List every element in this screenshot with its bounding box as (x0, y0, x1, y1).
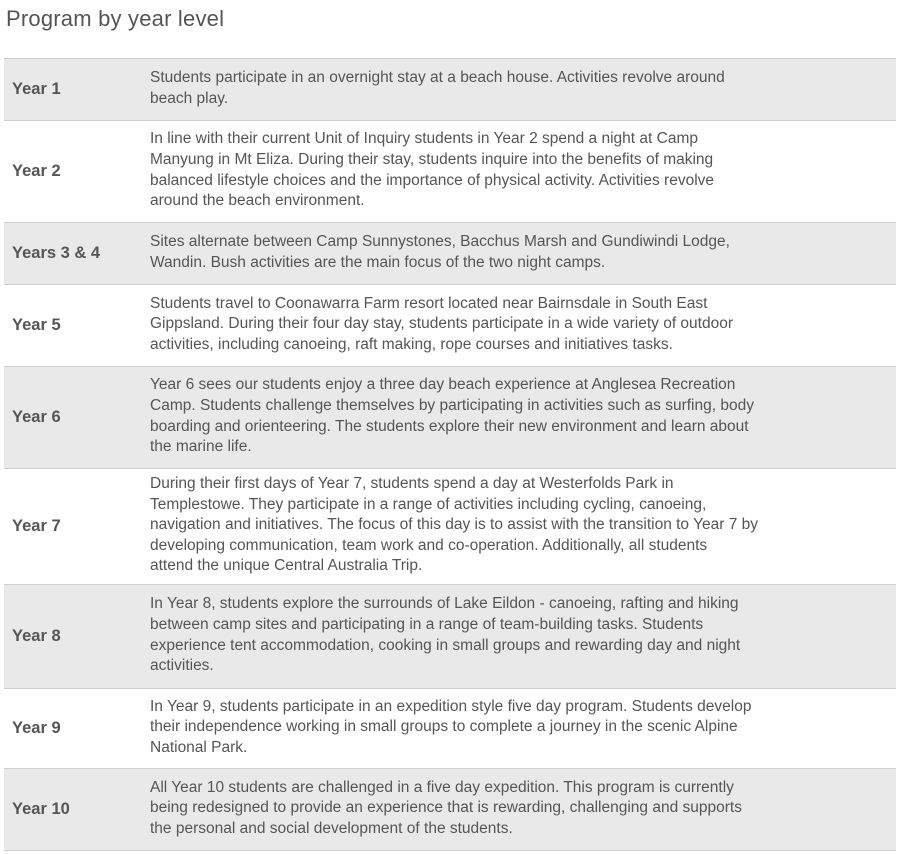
description-line: In line with their current Unit of Inquiry students in Year 2 spend a night at Camp (150, 130, 698, 148)
description-line: In Year 9, students participate in an expedition style five day program. Students develop (150, 697, 752, 715)
year-label: Year 5 (4, 285, 144, 367)
program-description (144, 367, 896, 469)
year-label: Year 10 (4, 769, 144, 851)
year-label: Year 7 (4, 469, 144, 585)
description-line: navigation and initiatives. The focus of this day is to assist with the transition to Year 7 by (150, 516, 759, 534)
description-line: National Park. (150, 738, 248, 756)
description-line: the personal and social development of the students. (150, 819, 513, 837)
description-line: boarding and orienteering. The students explore their new environment and learn about (150, 417, 749, 435)
table-row (4, 469, 896, 585)
table-row (4, 769, 896, 851)
table-row (4, 367, 896, 469)
description-line: Wandin. Bush activities are the main focus of the two night camps. (150, 253, 606, 271)
program-description (144, 769, 896, 851)
year-label: Year 2 (4, 121, 144, 223)
description-line: around the beach environment. (150, 192, 365, 210)
year-label: Year 6 (4, 367, 144, 469)
table-row (4, 59, 896, 121)
description-line: Sites alternate between Camp Sunnystones, Bacchus Marsh and Gundiwindi Lodge, (150, 232, 730, 250)
table-row (4, 223, 896, 285)
program-table (4, 58, 896, 851)
description-line: between camp sites and participating in a range of team-building tasks. Students (150, 615, 704, 633)
page-title: Program by year level (6, 6, 225, 31)
table-row (4, 585, 896, 689)
program-description (144, 223, 896, 285)
program-description (144, 689, 896, 769)
description-line: Manyung in Mt Eliza. During their stay, students inquire into the benefits of making (150, 150, 714, 168)
program-description (144, 121, 896, 223)
description-line: Students participate in an overnight stay at a beach house. Activities revolve around (150, 68, 725, 86)
description-line: Year 6 sees our students enjoy a three day beach experience at Anglesea Recreation (150, 376, 736, 394)
table-row (4, 285, 896, 367)
program-description (144, 585, 896, 689)
year-label: Year 8 (4, 585, 144, 689)
description-line: beach play. (150, 89, 229, 107)
table-row (4, 121, 896, 223)
description-line: developing communication, team work and co-operation. Additionally, all students (150, 536, 708, 554)
year-label: Years 3 & 4 (4, 223, 144, 285)
description-line: Gippsland. During their four day stay, students participate in a wide variety of outdoor (150, 315, 733, 333)
description-line: During their first days of Year 7, students spend a day at Westerfolds Park in (150, 475, 674, 493)
description-line: activities, including canoeing, raft making, rope courses and initiatives tasks. (150, 335, 673, 353)
description-line: activities. (150, 657, 214, 675)
description-line: Students travel to Coonawarra Farm resort located near Bairnsdale in South East (150, 294, 708, 312)
description-line: balanced lifestyle choices and the importance of physical activity. Activities revolve (150, 171, 715, 189)
description-line: experience tent accommodation, cooking in small groups and rewarding day and night (150, 636, 741, 654)
description-line: Templestowe. They participate in a range of activities including cycling, canoeing, (150, 495, 707, 513)
year-label: Year 9 (4, 689, 144, 769)
year-label: Year 1 (4, 59, 144, 121)
description-line: All Year 10 students are challenged in a five day expedition. This program is currently (150, 778, 734, 796)
description-line: Camp. Students challenge themselves by participating in activities such as surfing, body (150, 396, 754, 414)
description-line: their independence working in small groups to complete a journey in the scenic Alpine (150, 718, 738, 736)
description-line: being redesigned to provide an experience that is rewarding, challenging and supports (150, 799, 742, 817)
program-description (144, 469, 896, 585)
program-description (144, 285, 896, 367)
description-line: In Year 8, students explore the surrounds of Lake Eildon - canoeing, rafting and hiking (150, 595, 739, 613)
program-description (144, 59, 896, 121)
description-line: the marine life. (150, 438, 252, 456)
table-row (4, 689, 896, 769)
description-line: attend the unique Central Australia Trip. (150, 557, 423, 575)
